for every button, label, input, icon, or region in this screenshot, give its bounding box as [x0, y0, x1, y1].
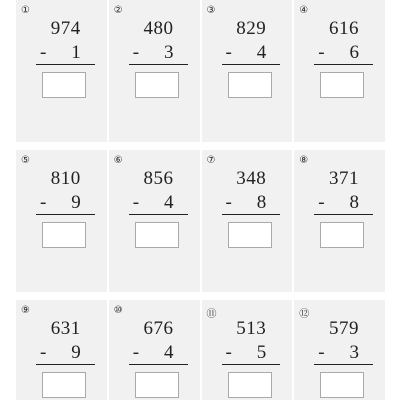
subtrahend: 5: [256, 342, 267, 363]
answer-line: [314, 364, 373, 365]
minus-sign: -: [132, 42, 140, 63]
minuend: 856: [143, 168, 174, 189]
minuend: 348: [236, 168, 267, 189]
problem-number: ⑤: [21, 155, 30, 166]
answer-box[interactable]: [42, 372, 86, 398]
minus-sign: -: [40, 342, 47, 363]
minus-sign: -: [225, 192, 232, 213]
answer-line: [314, 214, 373, 215]
minuend: 480: [143, 18, 174, 39]
problem-number: ⑦: [206, 155, 216, 166]
minuend: 974: [50, 18, 81, 39]
answer-line: [314, 64, 373, 65]
problem-number: ⑨: [21, 305, 30, 316]
subtrahend: 3: [164, 42, 174, 63]
answer-box[interactable]: [42, 72, 86, 98]
answer-line: [36, 364, 95, 365]
problem-number: ④: [299, 5, 309, 16]
problem-number: ⑪: [206, 309, 217, 320]
minuend: 631: [50, 318, 81, 339]
answer-box[interactable]: [228, 72, 272, 98]
problem-cell-6: [109, 150, 200, 292]
problem-cell-7: [202, 150, 293, 292]
subtrahend: 9: [71, 342, 81, 363]
answer-box[interactable]: [320, 222, 364, 248]
answer-line: [222, 64, 281, 65]
minuend: 616: [329, 18, 359, 39]
answer-box[interactable]: [320, 372, 364, 398]
problem-grid: [16, 0, 385, 400]
problem-number: ⑩: [113, 305, 123, 316]
problem-number: ①: [21, 5, 30, 16]
minuend: 810: [50, 168, 81, 189]
minuend: 829: [236, 18, 267, 39]
problem-number: ⑥: [113, 155, 123, 166]
problem-cell-2: [109, 0, 200, 142]
answer-line: [36, 64, 95, 65]
answer-box[interactable]: [42, 222, 86, 248]
minus-sign: -: [132, 342, 140, 363]
problem-cell-5: [16, 150, 107, 292]
minus-sign: -: [318, 42, 325, 63]
answer-line: [129, 64, 188, 65]
answer-line: [36, 214, 95, 215]
subtrahend: 4: [256, 42, 267, 63]
problem-cell-9: [16, 300, 107, 400]
subtrahend: 8: [349, 192, 359, 213]
subtrahend: 9: [71, 192, 81, 213]
problem-cell-4: [294, 0, 385, 142]
minus-sign: -: [132, 192, 140, 213]
problem-number: ②: [113, 5, 123, 16]
answer-box[interactable]: [135, 72, 179, 98]
answer-line: [222, 364, 281, 365]
subtrahend: 4: [164, 342, 174, 363]
problem-number: ⑫: [299, 309, 310, 320]
minus-sign: -: [40, 192, 47, 213]
minus-sign: -: [318, 342, 325, 363]
answer-box[interactable]: [228, 372, 272, 398]
minus-sign: -: [40, 42, 47, 63]
answer-box[interactable]: [135, 372, 179, 398]
answer-box[interactable]: [320, 72, 364, 98]
minuend: 579: [329, 318, 359, 339]
problem-cell-8: [294, 150, 385, 292]
answer-line: [129, 364, 188, 365]
minus-sign: -: [225, 42, 232, 63]
subtrahend: 6: [349, 42, 359, 63]
answer-line: [129, 214, 188, 215]
minuend: 676: [143, 318, 174, 339]
minuend: 513: [236, 318, 267, 339]
problem-cell-12: [294, 300, 385, 400]
minus-sign: -: [318, 192, 325, 213]
answer-box[interactable]: [228, 222, 272, 248]
minuend: 371: [329, 168, 359, 189]
problem-cell-3: [202, 0, 293, 142]
minus-sign: -: [225, 342, 232, 363]
problem-cell-11: [202, 300, 293, 400]
subtrahend: 4: [164, 192, 174, 213]
answer-line: [222, 214, 281, 215]
subtrahend: 3: [349, 342, 359, 363]
problem-number: ⑧: [299, 155, 309, 166]
subtrahend: 8: [256, 192, 267, 213]
problem-cell-10: [109, 300, 200, 400]
problem-cell-1: [16, 0, 107, 142]
subtrahend: 1: [71, 42, 81, 63]
answer-box[interactable]: [135, 222, 179, 248]
problem-number: ③: [206, 5, 216, 16]
